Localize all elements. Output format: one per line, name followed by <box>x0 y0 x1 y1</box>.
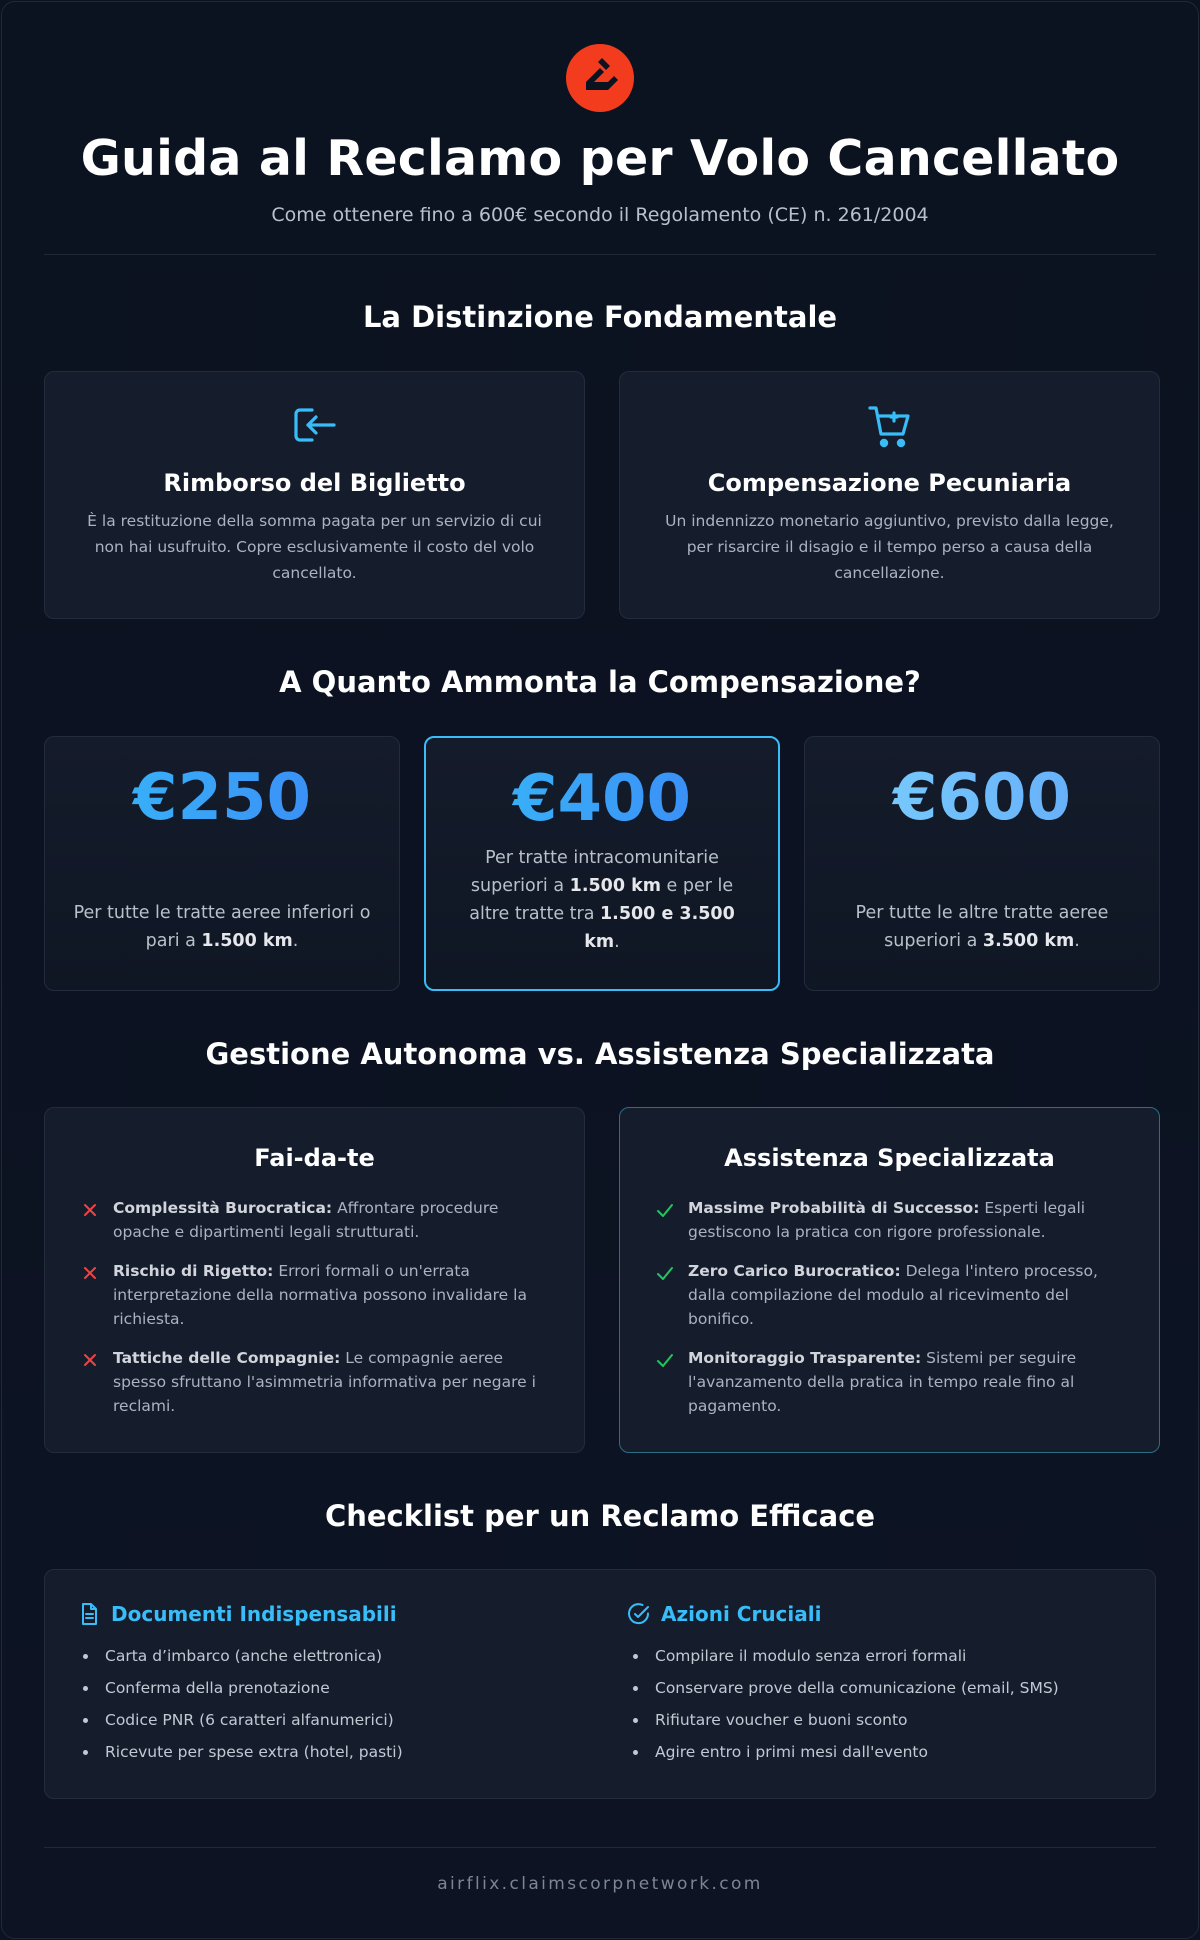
brand-logo-icon <box>564 42 636 114</box>
actions-column <box>627 1602 1127 1768</box>
check-icon <box>654 1262 676 1284</box>
actions-list <box>631 1640 1127 1768</box>
refund-card-title: Rimborso del Biglietto <box>163 469 466 497</box>
refund-card-text: È la restituzione della somma pagata per un servizio di cui non hai usufruito. Copre esclusivamente il costo del volo cancellato. <box>87 512 542 582</box>
list-item: Zero Carico Burocratico: Delega l'intero processo, dalla compilazione del modulo al ricevimento del bonifico. <box>654 1259 1125 1331</box>
page-title: Guida al Reclamo per Volo Cancellato <box>80 130 1120 187</box>
section-title-checklist: Checklist per un Reclamo Efficace <box>324 1499 876 1533</box>
list-item: Agire entro i primi mesi dall'evento <box>631 1736 1127 1768</box>
list-item: Monitoraggio Trasparente: Sistemi per seguire l'avanzamento della pratica in tempo reale fino al pagamento. <box>654 1346 1125 1418</box>
section-title-comparison: Gestione Autonoma vs. Assistenza Specializzata <box>205 1037 995 1071</box>
list-item: Codice PNR (6 caratteri alfanumerici) <box>81 1704 577 1736</box>
amount-card-250 <box>44 736 400 991</box>
documents-heading: Documenti Indispensabili <box>77 1602 577 1626</box>
footer-domain: airflix.claimscorpnetwork.com <box>437 1874 763 1894</box>
diy-card-title: Fai-da-te <box>254 1144 375 1172</box>
amount-value: €250 <box>45 761 399 835</box>
amount-description: Per tutte le tratte aeree inferiori o pari a 1.500 km. <box>73 903 371 951</box>
refund-arrow-icon <box>292 404 338 446</box>
list-item: Tattiche delle Compagnie: Le compagnie aeree spesso sfruttano l'asimmetria informativa per negare i reclami. <box>79 1346 550 1418</box>
documents-list <box>81 1640 577 1768</box>
refund-card <box>44 371 585 619</box>
diy-card <box>44 1107 585 1453</box>
cross-icon <box>79 1199 101 1221</box>
assisted-card <box>619 1107 1160 1453</box>
assisted-list <box>654 1196 1125 1433</box>
amount-value: €400 <box>426 762 778 836</box>
logo-wrap <box>44 42 1156 114</box>
amount-description: Per tratte intracomunitarie superiori a 1.500 km e per le altre tratte tra 1.500 e 3.500 km. <box>469 848 735 952</box>
amount-card-400 <box>424 736 780 991</box>
compensation-card <box>619 371 1160 619</box>
shopping-cart-icon <box>867 404 913 450</box>
page-frame <box>1 1 1199 1939</box>
list-item: Ricevute per spese extra (hotel, pasti) <box>81 1736 577 1768</box>
section-title-amounts: A Quanto Ammonta la Compensazione? <box>279 665 921 699</box>
section-title-distinction: La Distinzione Fondamentale <box>362 300 838 334</box>
documents-column <box>77 1602 577 1768</box>
cross-icon <box>79 1349 101 1371</box>
divider <box>44 1847 1156 1848</box>
list-item: Conservare prove della comunicazione (email, SMS) <box>631 1672 1127 1704</box>
list-item: Carta d’imbarco (anche elettronica) <box>81 1640 577 1672</box>
diy-list <box>79 1196 550 1433</box>
list-item: Conferma della prenotazione <box>81 1672 577 1704</box>
checklist-card <box>44 1569 1156 1799</box>
page-subtitle: Come ottenere fino a 600€ secondo il Regolamento (CE) n. 261/2004 <box>271 204 929 226</box>
check-circle-icon <box>627 1602 651 1626</box>
compensation-card-title: Compensazione Pecuniaria <box>707 469 1072 497</box>
amount-description: Per tutte le altre tratte aeree superiori a 3.500 km. <box>855 903 1109 951</box>
assisted-card-title: Assistenza Specializzata <box>724 1144 1055 1172</box>
list-item: Complessità Burocratica: Affrontare procedure opache e dipartimenti legali strutturati. <box>79 1196 550 1244</box>
list-item: Massime Probabilità di Successo: Esperti legali gestiscono la pratica con rigore professionale. <box>654 1196 1125 1244</box>
actions-heading: Azioni Cruciali <box>627 1602 1127 1626</box>
list-item: Compilare il modulo senza errori formali <box>631 1640 1127 1672</box>
amount-card-600 <box>804 736 1160 991</box>
document-icon <box>77 1602 101 1626</box>
list-item: Rifiutare voucher e buoni sconto <box>631 1704 1127 1736</box>
divider <box>44 254 1156 255</box>
cross-icon <box>79 1262 101 1284</box>
compensation-card-text: Un indennizzo monetario aggiuntivo, previsto dalla legge, per risarcire il disagio e il tempo perso a causa della cancellazione. <box>665 512 1114 582</box>
amount-value: €600 <box>805 761 1159 835</box>
check-icon <box>654 1349 676 1371</box>
check-icon <box>654 1199 676 1221</box>
list-item: Rischio di Rigetto: Errori formali o un'errata interpretazione della normativa possono invalidare la richiesta. <box>79 1259 550 1331</box>
